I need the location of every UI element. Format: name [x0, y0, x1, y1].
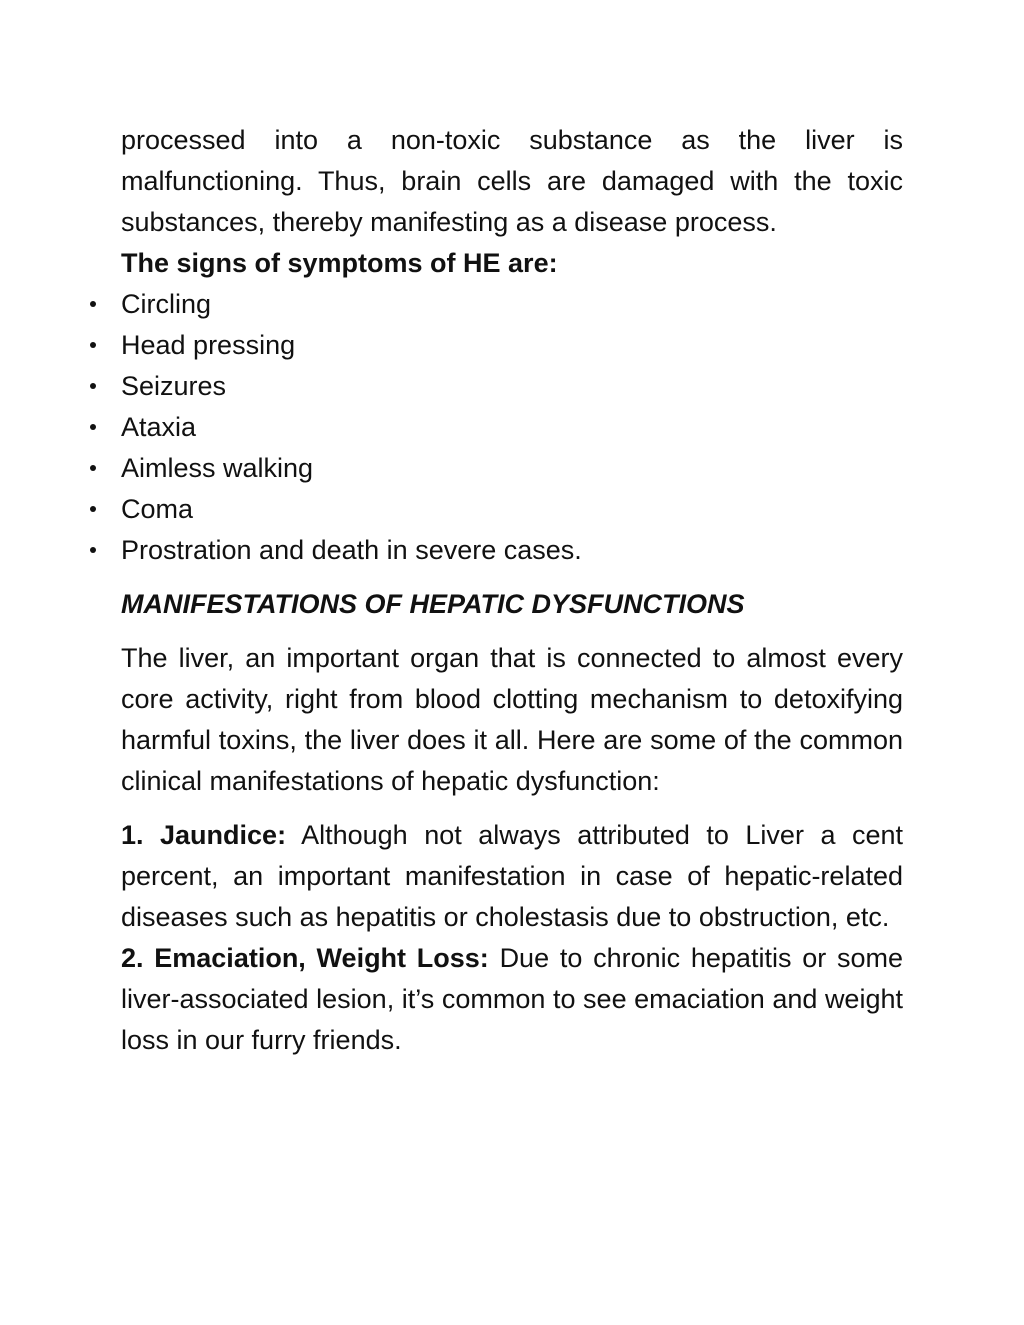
list-item-text: Ataxia — [121, 412, 197, 442]
list-item-text: Circling — [121, 289, 212, 319]
bullet-icon — [90, 383, 96, 389]
list-item — [121, 448, 903, 489]
document-page — [121, 120, 903, 1061]
list-item-text: Prostration and death in severe cases. — [121, 535, 582, 565]
list-item-text: Aimless walking — [121, 453, 314, 483]
manifestation-label: 1. Jaundice: — [121, 820, 287, 850]
list-item-text: Coma — [121, 494, 194, 524]
bullet-icon — [90, 465, 96, 471]
manifestation-label: 2. Emaciation, Weight Loss: — [121, 943, 489, 973]
section-title: MANIFESTATIONS OF HEPATIC DYSFUNCTIONS — [121, 589, 745, 619]
list-item — [121, 530, 903, 571]
bullet-icon — [90, 342, 96, 348]
manifestation-text: Although not always attributed to Liver a cent percent, an important manifestation in case of hepatic-related diseases such as hepatitis or cholestasis due to obstruction, etc. — [121, 820, 904, 932]
bullet-icon — [90, 424, 96, 430]
manifestation-emaciation — [121, 938, 903, 1061]
manifestation-jaundice — [121, 815, 903, 938]
list-item — [121, 489, 903, 530]
bullet-icon — [90, 301, 96, 307]
intro-paragraph: processed into a non-toxic substance as the liver is malfunctioning. Thus, brain cells are damaged with the toxic substances, thereby manifesting as a disease process. — [121, 125, 903, 237]
manifestation-text: Due to chronic hepatitis or some liver-associated lesion, it’s common to see emaciation and weight loss in our furry friends. — [121, 943, 903, 1055]
list-item — [121, 407, 903, 448]
section-intro-paragraph: The liver, an important organ that is connected to almost every core activity, right from blood clotting mechanism to detoxifying harmful toxins, the liver does it all. Here are some of the common clinical manifestations of hepatic dysfunction: — [121, 643, 903, 796]
list-item-text: Seizures — [121, 371, 227, 401]
bullet-icon — [90, 506, 96, 512]
signs-heading: The signs of symptoms of HE are: — [121, 248, 558, 278]
bullet-icon — [90, 547, 96, 553]
list-item-text: Head pressing — [121, 330, 296, 360]
list-item — [121, 325, 903, 366]
list-item — [121, 284, 903, 325]
signs-list — [121, 284, 903, 571]
list-item — [121, 366, 903, 407]
